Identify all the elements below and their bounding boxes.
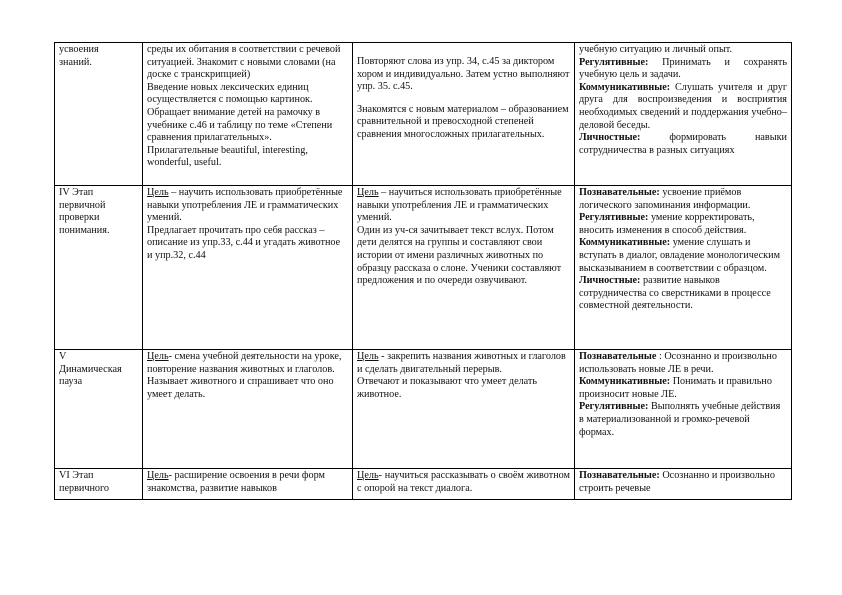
stage-cell (55, 469, 143, 500)
uud-cell (575, 469, 792, 500)
uud-label: Познавательные: (579, 187, 660, 198)
uud-cell (575, 350, 792, 469)
uud-text: Слушать учителя и друг друга для воспроизведения и восприятия необходимых сведений и поддержания учебно–деловой беседы. (579, 81, 787, 131)
stage-line: Динамическая (59, 363, 122, 375)
stage-line: понимания. (59, 224, 110, 236)
uud-item (579, 275, 787, 313)
uud-text: умение корректировать, вносить изменения в способ действия. (579, 212, 755, 236)
student-text: Знакомятся с новым материалом – образованием сравнительной и превосходной степеней сравнения многосложных прилагательных. (357, 103, 569, 140)
stage-line: первичной (59, 199, 106, 211)
uud-label: Регулятивные: (579, 212, 649, 224)
uud-item (579, 44, 787, 57)
uud-text: учебную ситуацию и личный опыт. (579, 44, 733, 55)
lesson-plan-table (54, 42, 792, 500)
stage-line: первичного (59, 482, 110, 494)
goal-text: - расширение освоения в речи форм знакомства, развитие навыков (147, 470, 325, 494)
goal-label: Цель (147, 187, 169, 198)
student-text: Один из уч-ся зачитывает текст вслух. Потом дети делятся на группы и составляют свои истории от имени различных животных по образцу рассказа о слоне. Ученики составляют предложения и по очереди озвучивают. (357, 224, 562, 287)
student-text: Повторяют слова из упр. 34, с.45 за диктором хором и индивидуально. Затем устно выполняют упр. 35. с.45. (357, 56, 570, 93)
uud-label: Коммуникативные: (579, 376, 671, 388)
uud-text: усвоение приёмов логического запоминания информации. (579, 187, 751, 211)
goal-label: Цель (357, 187, 379, 198)
goal-text: - научиться рассказывать о своём животном с опорой на текст диалога. (357, 470, 570, 494)
student-activity-cell (353, 43, 575, 186)
uud-label: Регулятивные: (579, 401, 649, 413)
teacher-text: среды их обитания в соответствии с речевой ситуацией. Знакомит с новыми словами (на доске с транскрипцией) (147, 44, 341, 81)
uud-item (579, 212, 787, 237)
stage-line: пауза (59, 376, 83, 388)
table-row (55, 186, 792, 350)
teacher-text: Прилагательные beautiful, interesting, wonderful, useful. (147, 144, 308, 169)
uud-item (579, 401, 787, 439)
stage-line: VI Этап (59, 470, 94, 481)
teacher-activity-cell (143, 350, 353, 469)
table-row (55, 43, 792, 186)
goal-label: Цель (357, 470, 379, 481)
table-row (55, 469, 792, 500)
stage-line: проверки (59, 212, 100, 224)
teacher-text: Обращает внимание детей на рамочку в учебнике с.46 и таблицу по теме «Степени сравнения прилагательных». (147, 106, 333, 144)
uud-label: Познавательные (579, 351, 657, 362)
uud-item (579, 57, 787, 82)
uud-item (579, 376, 787, 401)
teacher-activity-cell (143, 43, 353, 186)
goal-line (147, 470, 348, 495)
goal-text: - смена учебной деятельности на уроке, повторение названия животных и глаголов. (147, 351, 342, 375)
student-activity-cell (353, 186, 575, 350)
uud-text: формировать навыки сотрудничества в разных ситуациях (579, 132, 787, 156)
uud-text: Осознанно и произвольно строить речевые (579, 470, 775, 494)
student-text: Отвечают и показывают что умеет делать животное. (357, 376, 538, 400)
stage-line: IV Этап (59, 187, 94, 198)
uud-text: умение слушать и вступать в диалог, овладение монологическим высказыванием в соответствии с образцом. (579, 237, 781, 274)
goal-label: Цель (147, 351, 169, 362)
stage-cell (55, 350, 143, 469)
student-activity-cell (353, 350, 575, 469)
uud-label: Познавательные: (579, 470, 660, 481)
stage-cell (55, 43, 143, 186)
uud-text: Выполнять учебные действия в материализованной и громко-речевой формах. (579, 401, 781, 438)
stage-line: усвоения (59, 44, 99, 55)
uud-item (579, 470, 787, 495)
uud-item (579, 237, 787, 275)
table-row (55, 350, 792, 469)
goal-line (357, 351, 570, 376)
uud-text: : Осознанно и произвольно использовать новые ЛЕ в речи. (579, 351, 777, 375)
teacher-activity-cell (143, 186, 353, 350)
goal-text: - закрепить названия животных и глаголов и сделать двигательный перерыв. (357, 351, 566, 375)
student-activity-cell (353, 469, 575, 500)
uud-text: развитие навыков сотрудничества со сверстниками в процессе совместной деятельности. (579, 275, 771, 312)
goal-label: Цель (147, 470, 169, 481)
stage-cell (55, 186, 143, 350)
goal-line (357, 187, 570, 225)
uud-label: Личностные: (579, 275, 641, 287)
teacher-activity-cell (143, 469, 353, 500)
goal-line (147, 187, 348, 225)
goal-line (357, 470, 570, 495)
teacher-text: Введение новых лексических единиц осуществляется с помощью картинок. (147, 81, 313, 106)
stage-line: V (59, 351, 67, 362)
uud-item (579, 351, 787, 376)
goal-line (147, 351, 348, 376)
uud-label: Коммуникативные: (579, 237, 671, 249)
uud-label: Коммуникативные: (579, 81, 671, 93)
teacher-text: Называет животного и спрашивает что оно умеет делать. (147, 376, 334, 400)
uud-item (579, 132, 787, 157)
uud-cell (575, 186, 792, 350)
stage-line: знаний. (59, 56, 92, 68)
uud-item (579, 82, 787, 132)
uud-item (579, 187, 787, 212)
goal-text: – научить использовать приобретённые навыки употребления ЛЕ и грамматических умений. (147, 187, 343, 224)
uud-label: Личностные: (579, 132, 641, 144)
uud-text: Понимать и правильно произносит новые ЛЕ. (579, 376, 772, 400)
goal-label: Цель (357, 351, 379, 362)
teacher-text: Предлагает прочитать про себя рассказ – описание из упр.33, с.44 и угадать животное и упр.32, с.44 (147, 224, 341, 261)
goal-text: – научиться использовать приобретённые навыки употребления ЛЕ и грамматических умений. (357, 187, 562, 224)
uud-label: Регулятивные: (579, 56, 649, 68)
uud-text: Принимать и сохранять учебную цель и задачи. (579, 56, 787, 81)
uud-cell (575, 43, 792, 186)
